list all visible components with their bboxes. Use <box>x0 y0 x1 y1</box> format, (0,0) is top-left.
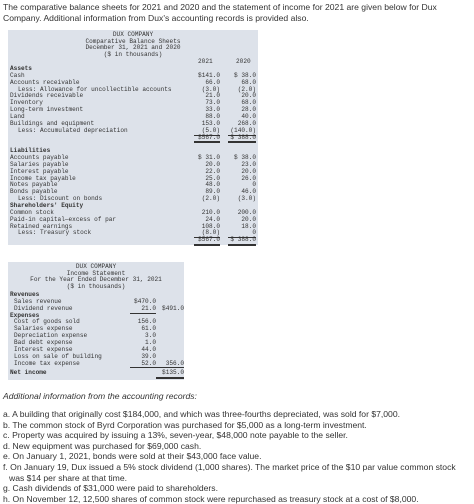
bs-value-2020: $ 38.0 <box>234 71 256 79</box>
bs-value-2020: 68.0 <box>241 99 256 107</box>
is-row-label: Dividend revenue <box>14 304 73 312</box>
intro-text: The comparative balance sheets for 2021 and 2020 and the statement of income for 2021 are given below for Dux Company. Additional information from Dux's accounting records is provided also. <box>3 2 437 23</box>
additional-info-item: c. Property was acquired by issuing a 13%, seven-year, $48,000 note payable to the seller. <box>3 430 348 441</box>
bs-row-label: Accounts receivable <box>10 78 80 86</box>
bs-value-2020: 40.0 <box>241 112 256 120</box>
bs-value-2021: 20.0 <box>205 160 220 168</box>
is-value-detail: 3.0 <box>145 332 156 340</box>
bs-row-label: Cash <box>10 71 25 79</box>
bs-value-2021: 210.0 <box>201 208 220 216</box>
bs-value-2021: (2.0) <box>201 195 220 203</box>
is-row-label: Interest expense <box>14 345 73 353</box>
bs-value-2021: 22.0 <box>205 167 220 175</box>
bs-value-2020: 28.0 <box>241 106 256 114</box>
bs-row-label: Accounts payable <box>10 154 69 162</box>
bs-value-2021: 48.0 <box>205 181 220 189</box>
bs-value-2020: $ 388.0 <box>228 135 256 144</box>
is-row-label: Revenues <box>10 291 40 298</box>
bs-row-label: Land <box>10 112 25 120</box>
bs-value-2021: $567.0 <box>194 237 220 246</box>
is-value-total: $491.0 <box>162 304 184 312</box>
bs-value-2021: 153.0 <box>201 119 220 127</box>
is-row-label: Cost of goods sold <box>14 318 80 326</box>
bs-value-2021: 21.0 <box>205 92 220 100</box>
bs-row-label: Salaries payable <box>10 160 69 168</box>
is-row-label: Loss on sale of building <box>14 352 102 360</box>
bs-value-2020: 268.0 <box>237 119 256 127</box>
is-row-label: Sales revenue <box>14 297 62 305</box>
is-value-detail: 156.0 <box>137 318 156 326</box>
additional-info-item: g. Cash dividends of $31,000 were paid to shareholders. <box>3 483 218 494</box>
is-value-detail: 21.0 <box>130 306 156 314</box>
bs-row-label: Interest payable <box>10 167 69 175</box>
additional-info-item: d. New equipment was purchased for $69,000 cash. <box>3 440 202 451</box>
bs-value-2021: 88.0 <box>205 112 220 120</box>
is-net-income-row <box>8 370 184 377</box>
bs-value-2020: $ 388.0 <box>228 237 256 246</box>
bs-row-label: Inventory <box>10 99 43 107</box>
is-row <box>8 361 184 368</box>
bs-value-2020: 20.0 <box>241 215 256 223</box>
bs-row-label: Common stock <box>10 208 54 216</box>
is-heading-line: DUX COMPANY <box>75 263 117 270</box>
bs-value-2020: 46.0 <box>241 188 256 196</box>
bs-row-label: Liabilities <box>10 147 51 155</box>
bs-value-2021: (8.0) <box>194 230 220 238</box>
bs-heading-line: Comparative Balance Sheets <box>85 37 181 45</box>
is-row-label: Salaries expense <box>14 325 73 333</box>
income-statement-heading <box>8 262 184 290</box>
bs-row-label: Less: Allowance for uncollectible accounts <box>18 85 172 93</box>
bs-row-label: Bonds payable <box>10 188 58 196</box>
is-row-label: Net income <box>10 369 47 377</box>
bs-row-label: Shareholders' Equity <box>10 202 84 209</box>
bs-value-2021: 25.0 <box>205 174 220 182</box>
additional-info-item: b. The common stock of Byrd Corporation was purchased for $5,000 as a long-term investment. <box>3 419 367 430</box>
is-value-detail: $470.0 <box>134 297 156 305</box>
bs-value-2020: 68.0 <box>241 78 256 86</box>
bs-value-2021: $567.0 <box>194 135 220 144</box>
bs-row-label: Retained earnings <box>10 222 73 230</box>
is-heading-line: For the Year Ended December 31, 2021 <box>30 276 162 283</box>
bs-value-2021: 89.0 <box>205 188 220 196</box>
is-row-label: Income tax expense <box>14 359 80 367</box>
bs-value-2021: 24.0 <box>205 215 220 223</box>
bs-total-row <box>8 237 258 244</box>
is-value-detail: 61.0 <box>141 325 156 333</box>
bs-row-label: Income tax payable <box>10 174 76 182</box>
bs-row-label: Long-term investment <box>10 106 84 114</box>
bs-value-2021: $ 31.0 <box>198 154 220 162</box>
is-heading-line: Income Statement <box>66 269 126 277</box>
bs-value-2020: 20.0 <box>241 92 256 100</box>
bs-row-label: Less: Accumulated depreciation <box>18 126 128 134</box>
is-value-detail: 39.0 <box>141 352 156 360</box>
bs-row-label: Assets <box>10 65 32 72</box>
additional-info-item: h. On November 12, 12,500 shares of common stock were repurchased as treasury stock at a cost of $8,000. <box>3 493 419 504</box>
bs-value-2021: 108.0 <box>201 222 220 230</box>
bs-value-2021: 73.0 <box>205 99 220 107</box>
is-value-total: $135.0 <box>156 370 184 379</box>
bs-value-2020: 0 <box>228 230 256 238</box>
bs-value-2021: (3.0) <box>201 85 220 93</box>
is-value-detail: 44.0 <box>141 345 156 353</box>
bs-row-label: Notes payable <box>10 181 58 189</box>
bs-value-2020: 23.0 <box>241 160 256 168</box>
additional-info-item: f. On January 19, Dux issued a 5% stock dividend (1,000 shares). The market price of the $10 par value common stock was $14 per share at that time. <box>3 461 456 483</box>
bs-value-2021: $141.0 <box>198 71 220 79</box>
bs-heading-line: ($ in thousands) <box>103 50 163 58</box>
bs-value-2020: 18.0 <box>241 222 256 230</box>
bs-heading-line: December 31, 2021 and 2020 <box>85 44 181 51</box>
bs-row-label: Dividends receivable <box>10 92 84 100</box>
bs-value-2020: $ 38.0 <box>234 154 256 162</box>
income-statement-table <box>8 262 184 380</box>
bs-value-2020: (140.0) <box>228 128 256 136</box>
balance-sheet-heading <box>8 30 258 58</box>
bs-value-2020: (2.0) <box>237 85 256 93</box>
bs-col-2020: 2020 <box>236 58 251 65</box>
bs-row-label: Buildings and equipment <box>10 119 95 127</box>
bs-value-2020: 200.0 <box>237 208 256 216</box>
bs-value-2021: (5.0) <box>194 128 220 136</box>
bs-row-label: Paid-in capital—excess of par <box>10 215 117 223</box>
bs-value-2020: 26.0 <box>241 174 256 182</box>
is-row-label: Depreciation expense <box>14 332 88 340</box>
bs-row-label: Less: Discount on bonds <box>18 195 103 203</box>
additional-info-title: Additional information from the accounting records: <box>3 391 197 401</box>
is-heading-line: ($ in thousands) <box>66 282 126 290</box>
bs-value-2020: 0 <box>252 181 256 189</box>
is-value-detail: 52.0 <box>130 361 156 369</box>
is-value-detail: 1.0 <box>145 338 156 346</box>
is-row-label: Expenses <box>10 311 40 319</box>
additional-info-item: a. A building that originally cost $184,000, and which was three-fourths depreciated, was sold for $7,000. <box>3 409 400 419</box>
additional-info-item: e. On January 1, 2021, bonds were sold at their $43,000 face value. <box>3 451 262 462</box>
bs-value-2021: 33.0 <box>205 106 220 114</box>
balance-sheet-table <box>8 30 258 245</box>
bs-row-label: Less: Treasury stock <box>18 229 92 237</box>
bs-heading-line: DUX COMPANY <box>112 31 154 38</box>
is-row-label: Bad debt expense <box>14 338 73 346</box>
bs-value-2020: (3.0) <box>237 195 256 203</box>
bs-value-2021: 66.0 <box>205 78 220 86</box>
is-value-total: 356.0 <box>156 361 184 369</box>
additional-info-list <box>3 409 473 504</box>
bs-col-2021: 2021 <box>198 58 213 65</box>
bs-value-2020: 20.0 <box>241 167 256 175</box>
